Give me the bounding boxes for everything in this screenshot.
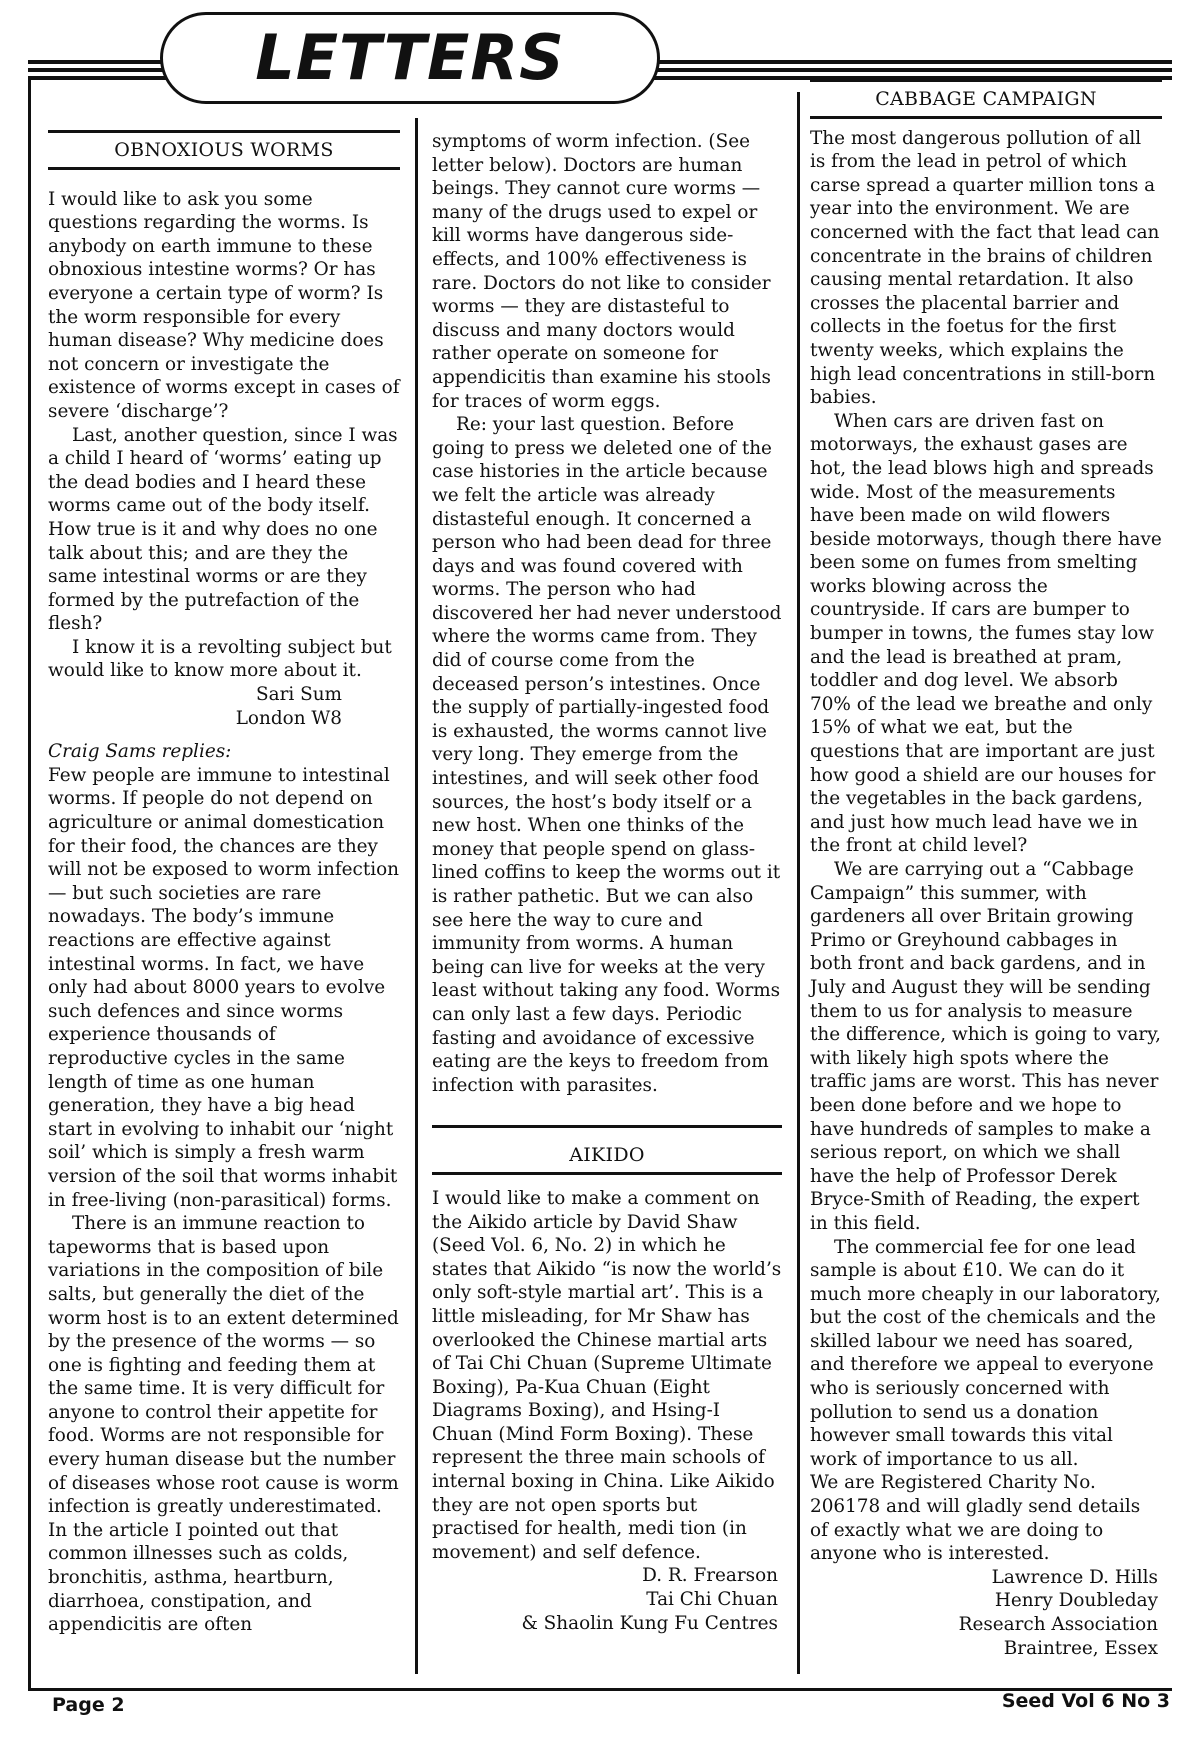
aikido-section [432,1138,782,1635]
signature-line: Braintree, Essex [1003,1637,1158,1659]
reply-paragraph: There is an immune reaction to tapeworms that is based upon variations in the composition of bile salts, but generally the diet of the worm host is to an extent determined by the presence of the worms — so one is fighting and feeding them at the same time. It is very difficult for anyone to control their appetite for food. Worms are not responsible for every human disease but the number of diseases whose root cause is worm infection is greatly underestimated. In the article I pointed out that common illnesses such as colds, bronchitis, asthma, heartburn, diarrhoea, constipation, and appendicitis are often [48,1213,399,1636]
column-divider [797,92,800,1674]
letter-paragraph: The commercial fee for one lead sample is about £10. We can do it much more cheaply in our laboratory, but the cost of the chemicals and the skilled labour we need has soared, and therefore we appeal to everyone who is seriously concerned with pollution to send us a donation however small towards this vital work of importance to us all. [810,1236,1161,1470]
column-3 [810,80,1162,1660]
reply-paragraph: Re: your last question. Before going to press we deleted one of the case histories in the article because we felt the article was already distasteful enough. It concerned a person who had been dead for three days and was found covered with worms. The person who had discovered her had never understood where the worms came from. They did of course come from the deceased person’s intestines. Once the supply of partially-ingested food is exhausted, the worms cannot live very long. They emerge from the intestines, and will seek other food sources, the host’s body itself or a new host. When one thinks of the money that people spend on glass-lined coffins to keep the worms out it is rather pathetic. But we can also see here the way to cure and immunity from worms. A human being can live for weeks at the very least without taking any food. Worms can only last a few days. Periodic fasting and avoidance of excessive eating are the keys to freedom from infection with parasites. [432,414,782,1096]
column-2 [432,130,782,1635]
reply-paragraph: symptoms of worm infection. (See letter below). Doctors are human beings. They cannot cure worms — many of the drugs used to expel or kill worms have dangerous side-effects, and 100% effectiveness is rare. Doctors do not like to consider worms — they are distasteful to discuss and many doctors would rather operate on someone for appendicitis than examine his stools for traces of worm eggs. [432,131,771,412]
letter-paragraph: When cars are driven fast on motorways, the exhaust gases are hot, the lead blows high and spreads wide. Most of the measurements have been made on wild flowers beside motorways, though there have been some on fumes from smelting works blowing across the countryside. If cars are bumper to bumper in towns, the fumes stay low and the lead is breathed at pram, toddler and dog level. We absorb 70% of the lead we breathe and only 15% of what we eat, but the questions that are important are just how good a shield are our houses for the vegetables in the back gardens, and just how much lead have we in the front at child level? [810,410,1162,857]
reply-label: Craig Sams replies: [48,741,232,763]
frame-left-border [28,78,31,1690]
section-separator [432,1125,782,1128]
issue-label: Seed Vol 6 No 3 [1001,1690,1170,1712]
reply-paragraph: Few people are immune to intestinal worms. If people do not depend on agriculture or animal domestication for their food, the chances are they will not be exposed to worm infection — but such societies are rare nowadays. The body’s immune reactions are effective against intestinal worms. In fact, we have only had about 8000 years to evolve such defences and since worms experience thousands of reproductive cycles in the same length of time as one human generation, they have a big head start in evolving to inhabit our ‘night soil’ which is simply a fresh warm version of the soil that worms inhabit in free-living (non-parasitical) forms. [48,764,400,1211]
page-number: Page 2 [52,1694,125,1716]
letter-paragraph: Last, another question, since I was a child I heard of ‘worms’ eating up the dead bodies and I heard these worms came out of the body itself. How true is it and why does no one talk about this; and are they the same intestinal worms or are they formed by the putrefaction of the flesh? [48,424,398,635]
signature-name: Lawrence D. Hills [991,1566,1158,1588]
signature-line: Tai Chi Chuan [646,1589,778,1611]
letter-paragraph: We are Registered Charity No. 206178 and will gladly send details of exactly what we are doing to anyone who is interested. [810,1472,1141,1565]
letter-paragraph: I would like to make a comment on the Aikido article by David Shaw (Seed Vol. 6, No. 2) in which he states that Aikido “is now the world’s only soft-style martial art’. This is a little misleading, for Mr Shaw has overlooked the Chinese martial arts of Tai Chi Chuan (Supreme Ultimate Boxing), Pa-Kua Chuan (Eight Diagrams Boxing), and Hsing-I Chuan (Mind Form Boxing). These represent the three main schools of internal boxing in China. Like Aikido they are not open sports but practised for health, medi tion (in movement) and self defence. [432,1187,782,1563]
letter-paragraph: The most dangerous pollution of all is from the lead in petrol of which carse spread a quarter million tons a year into the environment. We are concerned with the fact that lead can concentrate in the brains of children causing mental retardation. It also crosses the placental barrier and collects in the foetus for the first twenty weeks, which explains the high lead concentrations in still-born babies. [810,127,1160,409]
column-divider [415,118,418,1674]
signature-name: Sari Sum [256,684,342,706]
signature-place: London W8 [235,707,342,729]
signature-name: D. R. Frearson [642,1565,778,1587]
column-1 [48,130,400,1637]
letter-paragraph: We are carrying out a “Cabbage Campaign” this summer, with gardeners all over Britain growing Primo or Greyhound cabbages in both front and back gardens, and in July and August they will be sending them to us for analysis to measure the difference, which is going to vary, with likely high spots where the traffic jams are worst. This has never been done before and we hope to have hundreds of samples to make a serious report, on which we shall have the help of Professor Derek Bryce-Smith of Reading, the expert in this field. [810,859,1162,1234]
signature-line: Henry Doubleday [994,1590,1158,1612]
section-heading: OBNOXIOUS WORMS [48,130,400,170]
frame-bottom-border [28,1688,1172,1691]
signature-line: & Shaolin Kung Fu Centres [521,1612,778,1634]
letter-paragraph: I know it is a revolting subject but would like to know more about it. [48,636,392,682]
section-heading: AIKIDO [432,1138,782,1175]
section-heading: CABBAGE CAMPAIGN [810,80,1162,119]
signature-line: Research Association [958,1614,1158,1635]
letter-paragraph: I would like to ask you some questions regarding the worms. Is anybody on earth immune to these obnoxious intestine worms? Or has everyone a certain type of worm? Is the worm responsible for every human disease? Why medicine does not concern or investigate the existence of worms except in cases of severe ‘discharge’? [48,188,400,422]
page-title: LETTERS [255,21,565,94]
